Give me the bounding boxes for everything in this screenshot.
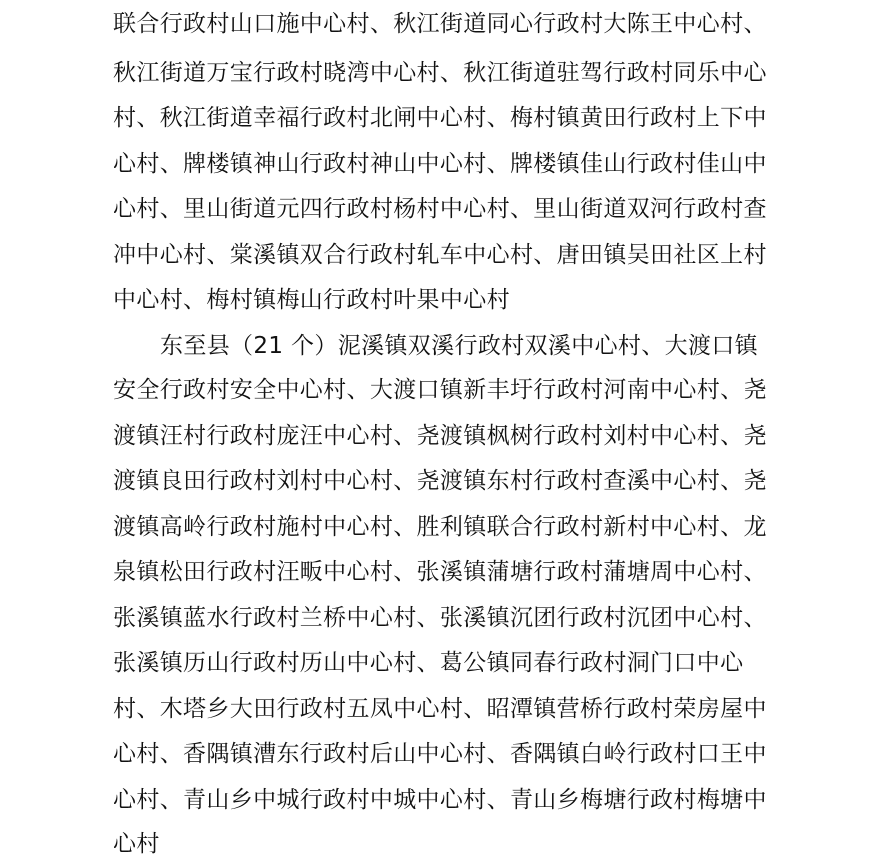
paragraph-2-line: 渡镇高岭行政村施村中心村、胜利镇联合行政村新村中心村、龙	[113, 514, 767, 540]
paragraph-2-line: 渡镇汪村行政村庞汪中心村、尧渡镇枫树行政村刘村中心村、尧	[113, 423, 767, 449]
paragraph-2-first-line: 东至县（21 个）泥溪镇双溪行政村双溪中心村、大渡口镇	[160, 333, 759, 359]
paragraph-2-line: 张溪镇历山行政村历山中心村、葛公镇同春行政村洞门口中心	[113, 650, 744, 676]
paragraph-1-line: 中心村、梅村镇梅山行政村叶果中心村	[113, 287, 510, 313]
paragraph-2-line: 村、木塔乡大田行政村五凤中心村、昭潭镇营桥行政村荣房屋中	[113, 696, 767, 722]
paragraph-2-line: 安全行政村安全中心村、大渡口镇新丰圩行政村河南中心村、尧	[113, 377, 767, 403]
paragraph-2-line: 渡镇良田行政村刘村中心村、尧渡镇东村行政村查溪中心村、尧	[113, 468, 767, 494]
paragraph-2-line: 心村、青山乡中城行政村中城中心村、青山乡梅塘行政村梅塘中	[113, 787, 767, 813]
paragraph-1-line: 心村、里山街道元四行政村杨村中心村、里山街道双河行政村查	[113, 196, 767, 222]
paragraph-1-line: 联合行政村山口施中心村、秋江街道同心行政村大陈王中心村、	[113, 11, 767, 37]
paragraph-1-line: 心村、牌楼镇神山行政村神山中心村、牌楼镇佳山行政村佳山中	[113, 151, 767, 177]
paragraph-1-line: 冲中心村、棠溪镇双合行政村轧车中心村、唐田镇吴田社区上村	[113, 242, 767, 268]
paragraph-2-line: 心村、香隅镇漕东行政村后山中心村、香隅镇白岭行政村口王中	[113, 741, 767, 767]
paragraph-1-line: 村、秋江街道幸福行政村北闸中心村、梅村镇黄田行政村上下中	[113, 105, 767, 131]
paragraph-2-line: 心村	[113, 831, 160, 857]
paragraph-2-line: 泉镇松田行政村汪畈中心村、张溪镇蒲塘行政村蒲塘周中心村、	[113, 559, 767, 585]
paragraph-1-line: 秋江街道万宝行政村晓湾中心村、秋江街道驻驾行政村同乐中心	[113, 60, 767, 86]
paragraph-2-line: 张溪镇蓝水行政村兰桥中心村、张溪镇沉团行政村沉团中心村、	[113, 605, 767, 631]
